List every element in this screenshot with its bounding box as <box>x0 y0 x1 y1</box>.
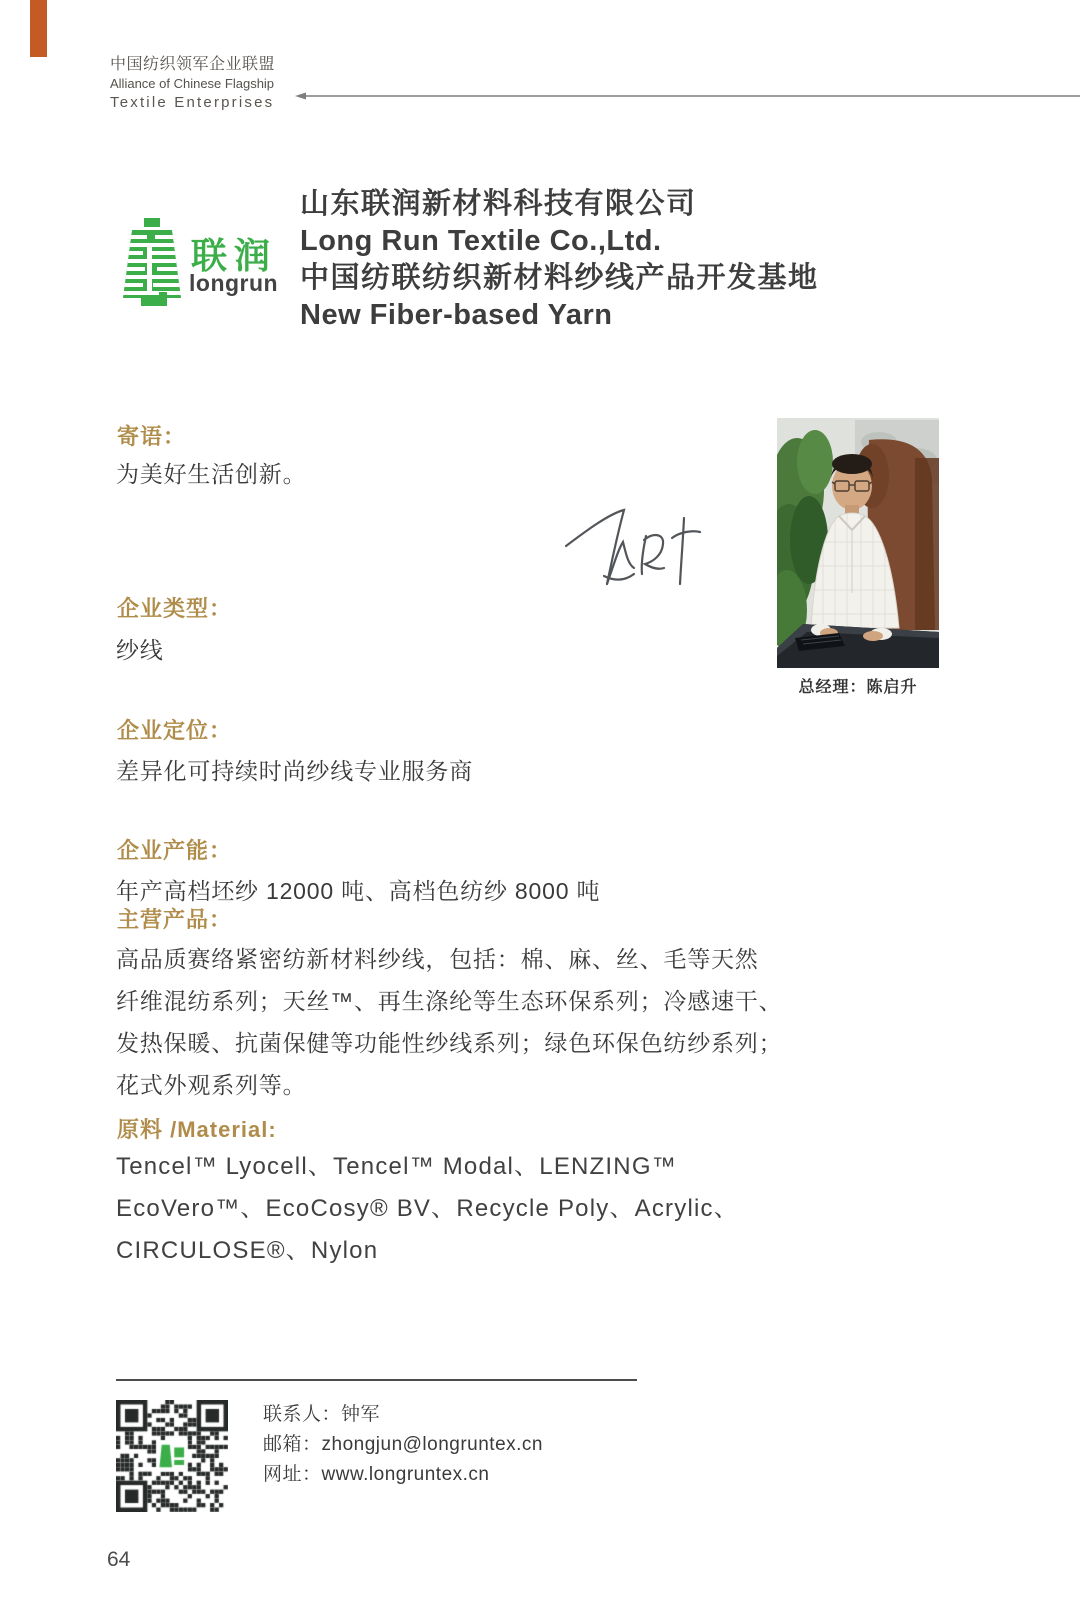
company-title-block <box>300 186 819 334</box>
contact-person-label: 联系人： <box>263 1404 342 1425</box>
wechat-qr-code <box>116 1400 228 1514</box>
company-name-en: Long Run Textile Co.,Ltd. <box>300 225 662 257</box>
ceo-signature <box>560 498 710 588</box>
contact-block <box>263 1400 543 1490</box>
message-label: 寄语： <box>117 424 187 449</box>
company-base-cn: 中国纺联纺织新材料纱线产品开发基地 <box>300 262 819 294</box>
alliance-header <box>110 54 275 113</box>
capacity-body: 年产高档坯纱 12000 吨、高档色纺纱 8000 吨 <box>116 878 601 904</box>
company-type-body: 纱线 <box>116 637 164 663</box>
logo-text-en: longrun <box>189 270 279 296</box>
yarn-cone-icon <box>117 218 187 310</box>
contact-website <box>263 1460 543 1490</box>
page-number: 64 <box>107 1548 131 1571</box>
contact-email-value: zhongjun@longruntex.cn <box>321 1434 543 1455</box>
ceo-photo-caption: 总经理：陈启升 <box>798 679 918 696</box>
company-type-label: 企业类型： <box>117 596 233 621</box>
capacity-label: 企业产能： <box>117 838 233 863</box>
contact-website-value: www.longruntex.cn <box>321 1464 490 1485</box>
alliance-subtitle-en2: Textile Enterprises <box>110 94 275 111</box>
contact-email <box>263 1430 543 1460</box>
main-products-label: 主营产品： <box>117 907 233 932</box>
materials-paragraph <box>116 1146 739 1272</box>
corner-accent-bar <box>30 0 47 57</box>
main-products-line: 发热保暖、抗菌保健等功能性纱线系列；绿色环保色纺纱系列； <box>116 1030 783 1056</box>
materials-line: Tencel™ Lyocell、Tencel™ Modal、LENZING™ <box>116 1153 677 1180</box>
main-products-line: 花式外观系列等。 <box>116 1072 307 1098</box>
contact-person-value: 钟军 <box>341 1404 381 1425</box>
logo-text-cn: 联润 <box>191 235 278 276</box>
contact-divider-line <box>116 1379 637 1381</box>
materials-line: CIRCULOSE®、Nylon <box>116 1237 379 1264</box>
main-products-line: 纤维混纺系列；天丝™、再生涤纶等生态环保系列；冷感速干、 <box>116 988 783 1014</box>
main-products-line: 高品质赛络紧密纺新材料纱线，包括：棉、麻、丝、毛等天然 <box>116 946 759 972</box>
contact-email-label: 邮箱： <box>263 1434 322 1455</box>
company-name-cn: 山东联润新材料科技有限公司 <box>300 188 697 220</box>
header-rule-line <box>295 88 1080 98</box>
ceo-photo <box>777 418 939 668</box>
alliance-subtitle-en: Alliance of Chinese Flagship <box>110 76 275 91</box>
positioning-body: 差异化可持续时尚纱线专业服务商 <box>116 758 473 784</box>
materials-line: EcoVero™、EcoCosy® BV、Recycle Poly、Acrylic、 <box>116 1195 739 1222</box>
left-arrow-icon <box>295 91 1080 101</box>
contact-person <box>263 1400 543 1430</box>
qr-code-icon <box>116 1400 228 1512</box>
message-body: 为美好生活创新。 <box>116 461 307 487</box>
materials-label: 原料 /Material: <box>117 1117 277 1142</box>
positioning-label: 企业定位： <box>117 718 233 743</box>
main-products-paragraph <box>116 938 782 1106</box>
contact-website-label: 网址： <box>263 1464 322 1485</box>
company-base-en: New Fiber-based Yarn <box>300 299 613 331</box>
alliance-title-cn: 中国纺织领军企业联盟 <box>110 56 276 73</box>
